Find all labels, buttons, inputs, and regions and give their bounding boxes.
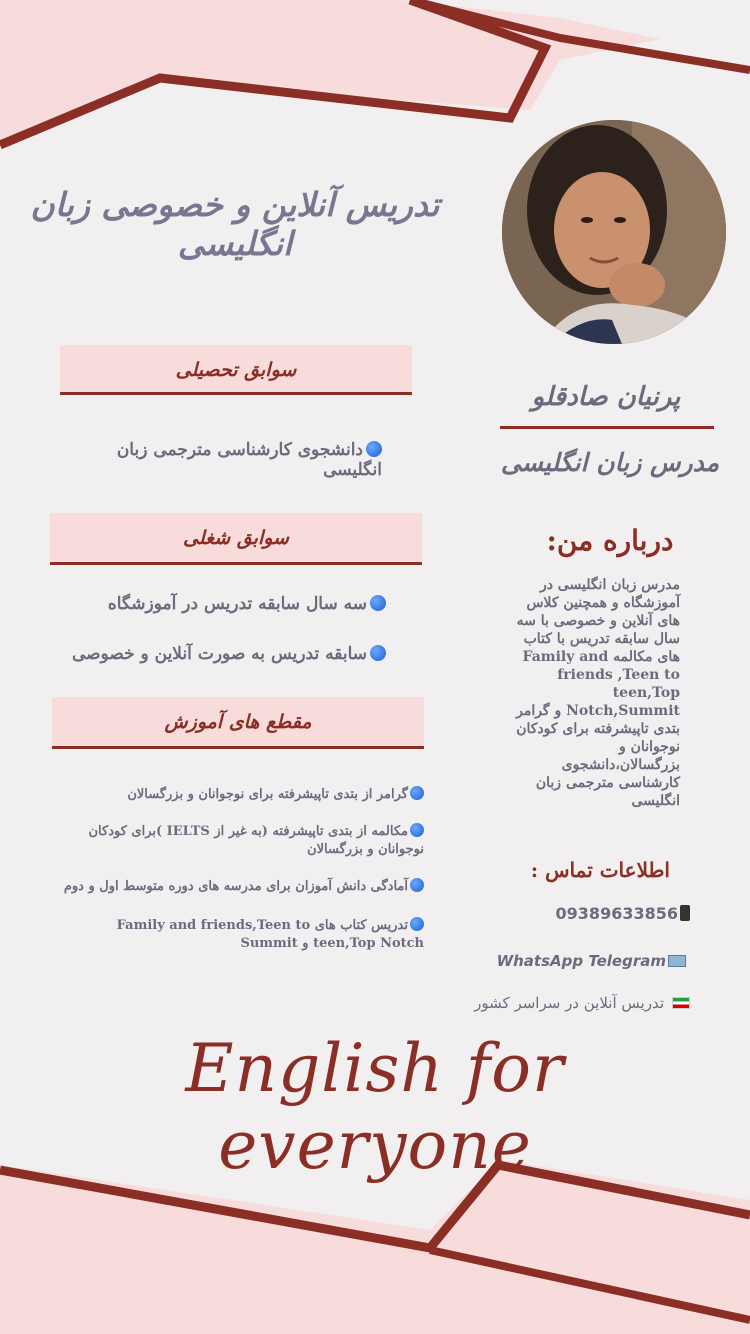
education-title: سوابق تحصیلی [175, 359, 297, 381]
slogan: English for everyone [185, 1030, 565, 1184]
contact-title: اطلاعات تماس : [530, 858, 670, 882]
about-title: درباره من: [546, 524, 674, 557]
levels-item [50, 917, 424, 953]
iran-flag-icon [672, 997, 690, 1009]
levels-item-text: گرامر از بتدی تاپیشرفته برای نوجوانان و بزرگسالان [127, 787, 408, 802]
experience-item-text: سابقه تدریس به صورت آنلاین و خصوصی [71, 644, 367, 664]
avatar [502, 120, 726, 344]
levels-header [52, 697, 424, 749]
messaging-apps-text: WhatsApp Telegram [496, 952, 666, 970]
education-item [60, 440, 382, 480]
phone-icon [680, 905, 690, 921]
education-item-text: دانشجوی کارشناسی مترجمی زبان انگلیسی [116, 440, 382, 480]
levels-item [50, 878, 424, 896]
experience-header [50, 513, 422, 565]
levels-item-text: تدریس کتاب های Family and friends,Teen to teen,Top Notch و Summit [116, 918, 424, 951]
levels-item [50, 823, 424, 859]
nationwide-text: تدریس آنلاین در سراسر کشور [474, 994, 664, 1012]
bullet-dot-icon [366, 441, 382, 457]
levels-item-text: آمادگی دانش آموزان برای مدرسه های دوره متوسط اول و دوم [63, 879, 408, 894]
bullet-dot-icon [370, 595, 386, 611]
experience-item [60, 594, 386, 614]
bullet-dot-icon [370, 645, 386, 661]
name-divider [500, 426, 714, 429]
levels-title: مقطع های آموزش [164, 711, 312, 733]
bullet-dot-icon [410, 823, 424, 837]
teacher-name: پرنیان صادقلو [531, 382, 681, 412]
bullet-dot-icon [410, 878, 424, 892]
experience-title: سوابق شغلی [183, 527, 289, 549]
phone-number[interactable] [500, 904, 690, 923]
education-header [60, 345, 412, 395]
phone-number-text: 09389633856 [555, 904, 678, 923]
teacher-role: مدرس زبان انگلیسی [500, 448, 720, 477]
message-tray-icon [668, 955, 686, 967]
bullet-dot-icon [410, 917, 424, 931]
experience-item [60, 644, 386, 664]
levels-item-text: مکالمه از بتدی تاپیشرفته (به غیر از IELTS )برای کودکان نوجوانان و بزرگسالان [88, 824, 424, 857]
bullet-dot-icon [410, 786, 424, 800]
experience-item-text: سه سال سابقه تدریس در آموزشگاه [107, 594, 367, 614]
page-title: تدریس آنلاین و خصوصی زبان انگلیسی [30, 185, 440, 263]
about-text: مدرس زبان انگلیسی در آموزشگاه و همچنین کلاس های آنلاین و خصوصی با سه سال سابقه تدریس با کتاب های مکالمه Family and friends ,Teen to teen,Top Notch,Summit و گرامر بتدی تاپیشرفته برای کودکان نوجوانان و بزرگسالان،دانشجوی کارشناسی مترجمی زبان انگلیسی [516, 577, 680, 809]
levels-item [50, 786, 424, 804]
messaging-apps[interactable] [480, 952, 686, 970]
nationwide-teaching [460, 994, 690, 1012]
